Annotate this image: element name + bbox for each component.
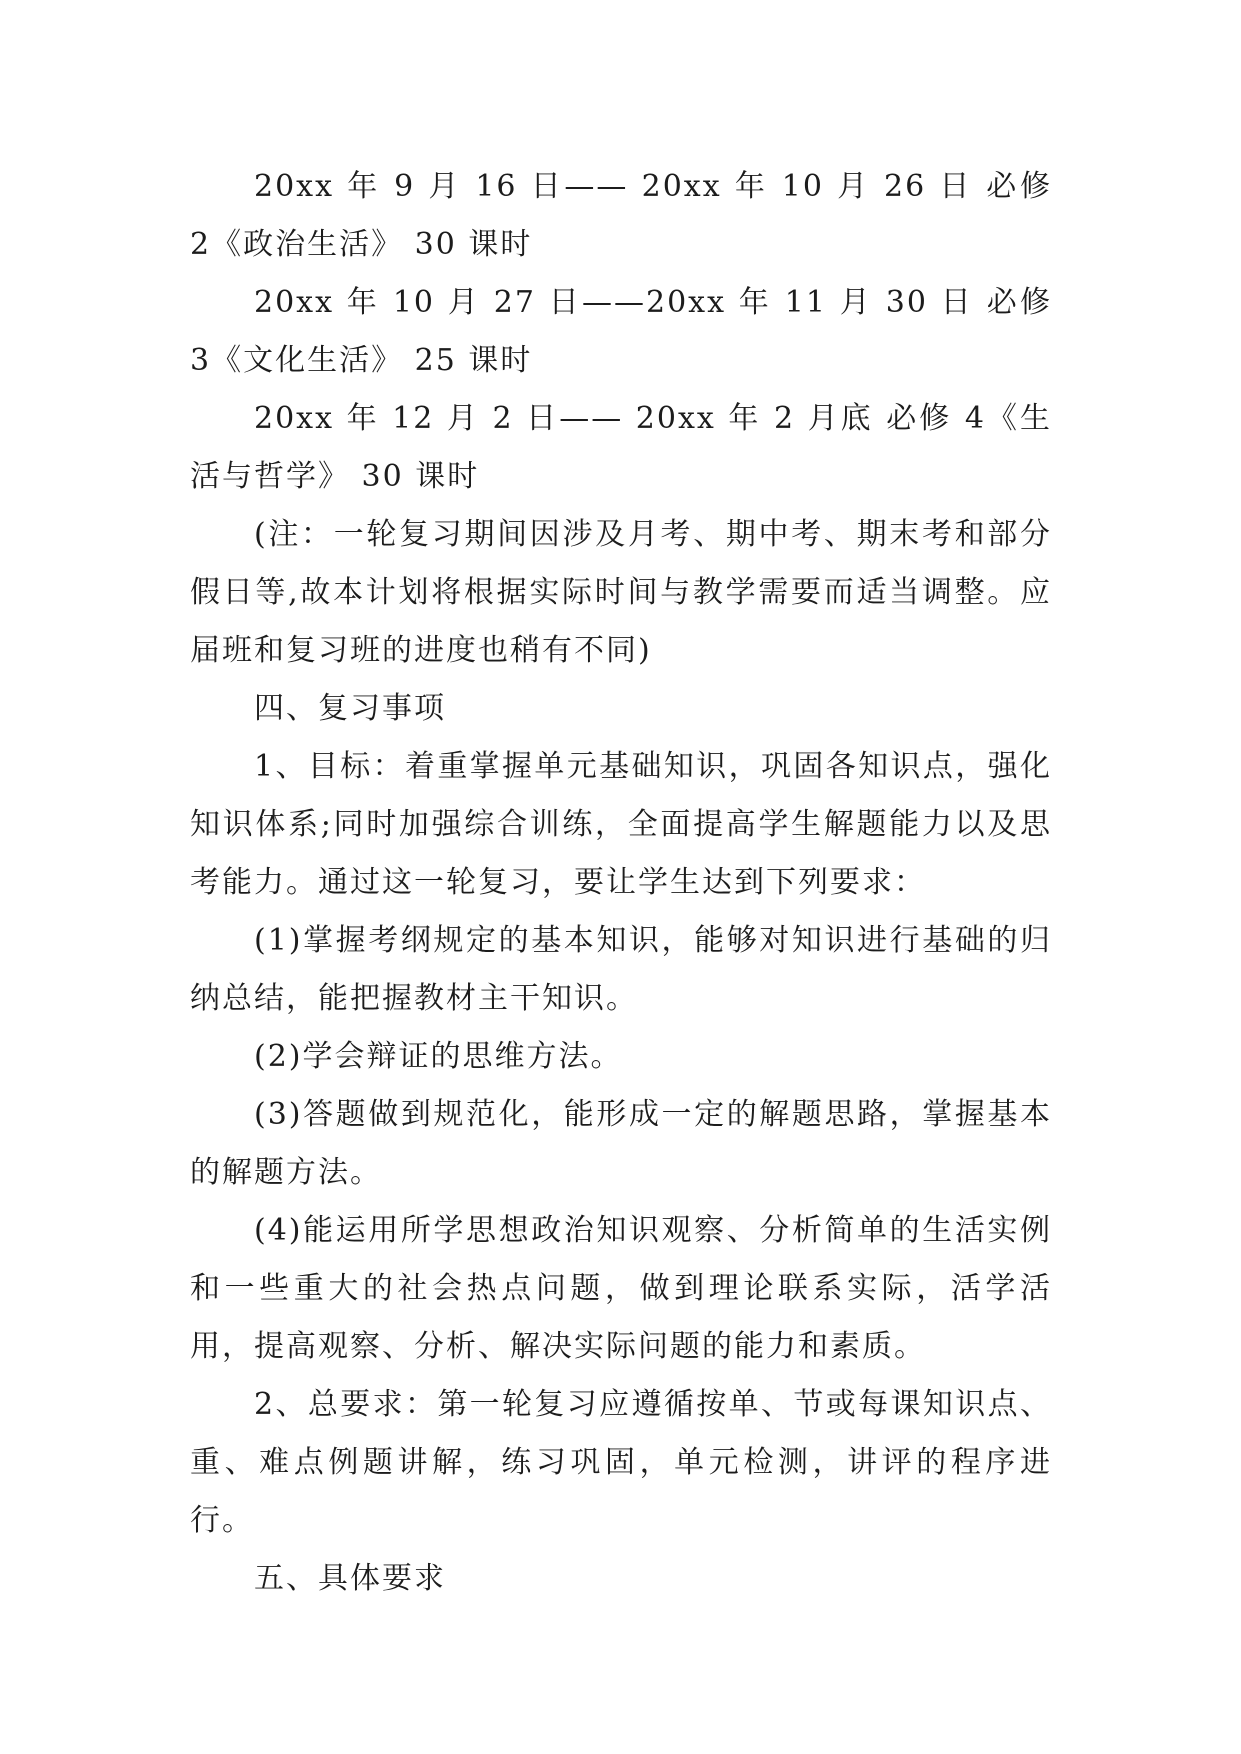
section-heading-specific-requirements: 五、具体要求 (254, 1561, 446, 1596)
schedule-line-philosophy: 20xx 年 12 月 2 日—— 20xx 年 2 月底 必修 4《生活与哲学》 30 课时 (190, 401, 1052, 494)
requirement-item-3: (3)答题做到规范化，能形成一定的解题思路，掌握基本的解题方法。 (190, 1097, 1052, 1190)
requirement-item-2: (2)学会辩证的思维方法。 (254, 1039, 623, 1074)
requirement-item-4: (4)能运用所学思想政治知识观察、分析简单的生活实例和一些重大的社会热点问题，做到理论联系实际，活学活用，提高观察、分析、解决实际问题的能力和素质。 (190, 1213, 1052, 1364)
schedule-line-culture: 20xx 年 10 月 27 日——20xx 年 11 月 30 日 必修 3《文化生活》 25 课时 (190, 285, 1052, 378)
goal-paragraph: 1、目标：着重掌握单元基础知识，巩固各知识点，强化知识体系;同时加强综合训练，全面提高学生解题能力以及思考能力。通过这一轮复习，要让学生达到下列要求： (190, 749, 1052, 900)
document-body (190, 158, 1052, 1608)
schedule-line-politics: 20xx 年 9 月 16 日—— 20xx 年 10 月 26 日 必修 2《政治生活》 30 课时 (190, 169, 1052, 262)
general-requirement-paragraph: 2、总要求：第一轮复习应遵循按单、节或每课知识点、重、难点例题讲解，练习巩固，单元检测，讲评的程序进行。 (190, 1387, 1052, 1538)
section-heading-review-items: 四、复习事项 (254, 691, 446, 726)
requirement-item-1: (1)掌握考纲规定的基本知识，能够对知识进行基础的归纳总结，能把握教材主干知识。 (190, 923, 1052, 1016)
schedule-note: (注：一轮复习期间因涉及月考、期中考、期末考和部分假日等,故本计划将根据实际时间与教学需要而适当调整。应届班和复习班的进度也稍有不同) (190, 517, 1052, 668)
